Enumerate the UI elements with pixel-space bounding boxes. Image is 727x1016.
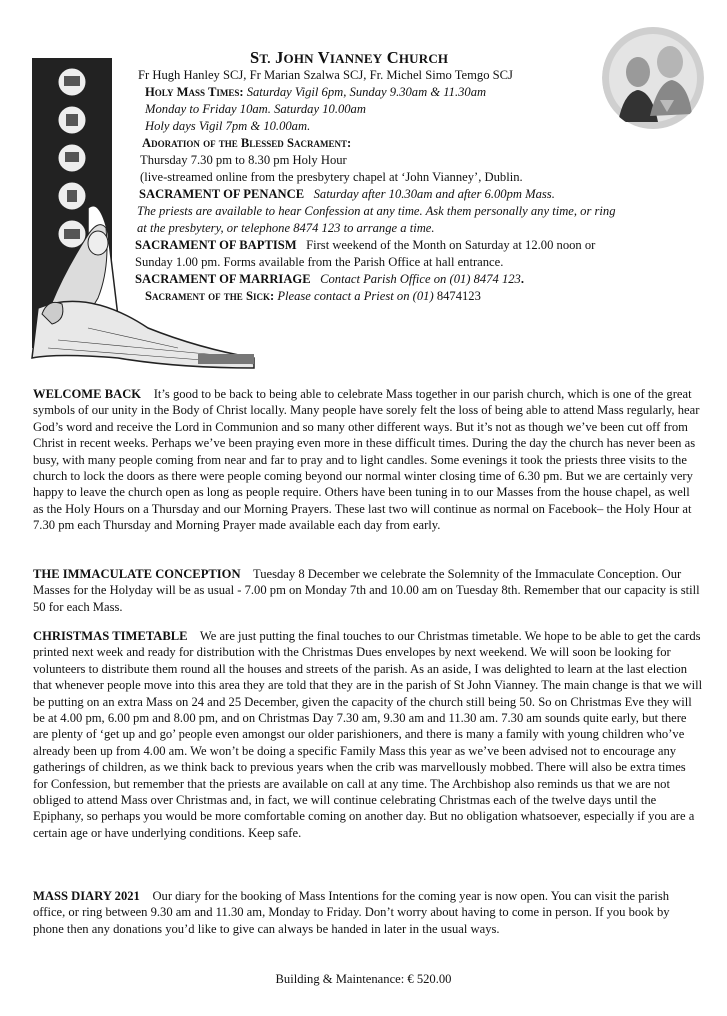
- confession-note-line1: The priests are available to hear Confession at any time. Ask them personally any time, or ring: [137, 204, 616, 218]
- sick-number: 8474123: [436, 289, 481, 303]
- baptism-forms-note: Sunday 1.00 pm. Forms available from the Parish Office at hall entrance.: [135, 255, 504, 269]
- sick-value: Please contact a Priest on (01): [277, 289, 434, 303]
- sick-label: Sacrament of the Sick:: [145, 289, 275, 303]
- mass-diary-section: [33, 888, 703, 937]
- saints-portrait-image: [602, 26, 704, 130]
- immaculate-conception-section: [33, 566, 703, 615]
- marriage-value: Contact Parish Office on (01) 8474 123: [320, 272, 521, 286]
- penance-value: Saturday after 10.30am and after 6.00pm Mass.: [313, 187, 555, 201]
- mass-times-value: Saturday Vigil 6pm, Sunday 9.30am & 11.30am: [246, 85, 487, 99]
- penance-line: [139, 186, 555, 202]
- welcome-back-text: It’s good to be back to being able to celebrate Mass together in our parish church, which is one of the great symbols of our unity in the Body of Christ locally. Many people have sorely felt the loss of being able to attend Mass regularly, hear God’s word and receive the Lord in Communion and so many other different ways. But it’s not as though we’ve been cut off from Christ in recent weeks. Perhaps we’ve been praying even more in these difficult times. During the day the church has never been as busy, with many people coming from near and far to pray and to light candles. Some evenings it took the priests three visits to the church to lock the doors as there were people coming beyond our normal winter closing time of 6.30 pm. But we are certainly very happy to leave the church open as long as people require. Others have been tuning in to our Masses from the house chapel, as well as the Holy Hours on a Thursday and our Morning Prayers. These last two will continue as normal on Facebook– the Holy Hour at 7.30 pm each Thursday and Morning Prayer made available each day from early.: [33, 387, 700, 533]
- christmas-timetable-section: [33, 628, 703, 841]
- christmas-timetable-text: We are just putting the final touches to our Christmas timetable. We hope to be able to get the cards printed next week and ready for distribution with the Christmas Dues envelopes by next weekend. We will soon be looking for volunteers to distribute them round all the houses and streets of the parish. As an aside, I was delighted to learn at the last election that whenever people move into this area they are told that they are in the parish of St John Vianney. The main change is that we will be putting on an extra Mass on 24 and 25 December, given the capacity of the church still being 50. So on Christmas Eve they will be at 4.00 pm, 6.00 pm and 8.00 pm, and on Christmas Day 7.30 am, 9.30 am and 11.30 am. 7.30 am sounds quite early, but there are plenty of ‘get up and go’ people even amongst our older parishioners, and there is many a family with young children who’ve already been up from 4.00 am. We won’t be doing a specific Family Mass this year as we’ve been advised not to encourage any gatherings of children, as we think back to previous years when the crib was marvellously mobbed. There will also be extra times for Confession, but remember that the priests are available on call at any time. The Archbishop also reminds us that we are not obliged to attend Mass over Christmas and, in fact, we will continue celebrating Christmas each of the twelve days until the Epiphany, so perhaps you would be more comfortable coming on another day. But no obligation whatsoever, especially if you are a certain age or have underlying conditions. Keep safe.: [33, 629, 703, 840]
- welcome-back-section: [33, 386, 703, 534]
- adoration-stream-note: (live-streamed online from the presbytery chapel at ‘John Vianney’, Dublin.: [140, 170, 523, 184]
- sick-line: [145, 288, 481, 304]
- mass-diary-heading: MASS DIARY 2021: [33, 889, 140, 903]
- mass-times-label: Holy Mass Times:: [145, 85, 244, 99]
- adoration-label: Adoration of the Blessed Sacrament:: [142, 136, 352, 150]
- mass-times-line: [145, 84, 486, 100]
- baptism-value: First weekend of the Month on Saturday at 12.00 noon or: [306, 238, 596, 252]
- adoration-time: Thursday 7.30 pm to 8.30 pm Holy Hour: [140, 153, 347, 167]
- baptism-line: [135, 237, 595, 253]
- marriage-line: SACRAMENT OF MARRIAGE Contact Parish Office on (01) 8474 123.: [135, 272, 525, 286]
- building-maintenance-total: Building & Maintenance: € 520.00: [275, 972, 452, 986]
- weekday-times: Monday to Friday 10am. Saturday 10.00am: [145, 102, 366, 116]
- immaculate-conception-text: Tuesday 8 December we celebrate the Solemnity of the Immaculate Conception. Our Masses for the Holyday will be as usual - 7.00 pm on Monday 7th and 10.00 am on Tuesday 8th. Remember that our capacity is still 50 for each Mass.: [33, 567, 700, 614]
- christmas-timetable-heading: CHRISTMAS TIMETABLE: [33, 629, 188, 643]
- confession-note-line2: at the presbytery, or telephone 8474 123 to arrange a time.: [137, 221, 435, 235]
- welcome-back-heading: WELCOME BACK: [33, 387, 142, 401]
- baptism-label: SACRAMENT OF BAPTISM: [135, 238, 297, 252]
- church-name-title: ST. JOHN VIANNEY CHURCH: [250, 48, 449, 67]
- immaculate-conception-heading: THE IMMACULATE CONCEPTION: [33, 567, 241, 581]
- penance-label: SACRAMENT OF PENANCE: [139, 187, 305, 201]
- marriage-label: SACRAMENT OF MARRIAGE: [135, 272, 311, 286]
- holyday-times: Holy days Vigil 7pm & 10.00am.: [145, 119, 311, 133]
- priests-list: Fr Hugh Hanley SCJ, Fr Marian Szalwa SCJ, Fr. Michel Simo Temgo SCJ: [138, 68, 513, 82]
- mass-diary-text: Our diary for the booking of Mass Intentions for the coming year is now open. You can visit the parish office, or ring between 9.30 am and 11.30 am, Monday to Friday. Don’t worry about having to come in person. If you book by phone then any donations you’d like to give can always be handed in later in the usual ways.: [33, 889, 670, 936]
